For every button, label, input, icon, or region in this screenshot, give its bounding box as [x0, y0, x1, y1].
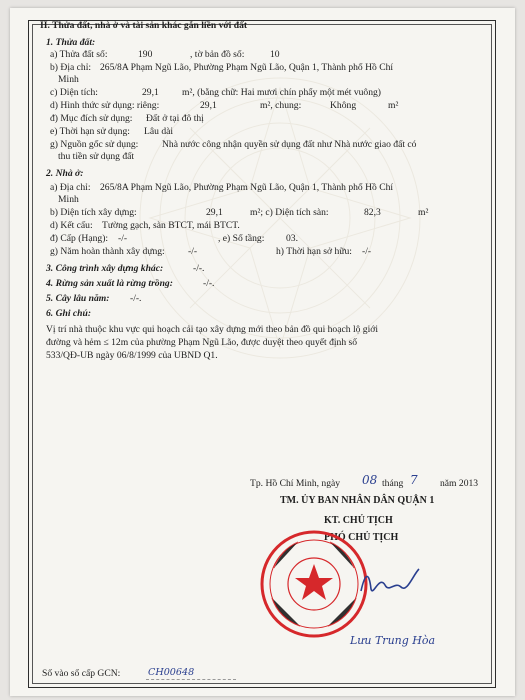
kt-title: KT. CHỦ TỊCH — [324, 515, 393, 526]
signature-scribble-icon — [355, 563, 425, 603]
land-address-line1: 265/8A Phạm Ngũ Lão, Phường Phạm Ngũ Lão, Quận 1, Thành phố Hồ Chí — [100, 62, 394, 73]
land-area-value: 29,1 — [142, 87, 159, 98]
land-purpose-label: đ) Mục đích sử dụng: — [50, 113, 133, 124]
house-floor-area-label: m²; c) Diện tích sàn: — [250, 207, 329, 218]
section-title: II. Thửa đất, nhà ở và tài sản khác gắn liền với đất — [40, 20, 248, 31]
house-structure-label: d) Kết cấu: — [50, 220, 93, 231]
official-seal-icon — [258, 528, 370, 640]
land-shared-unit: m² — [388, 100, 399, 111]
land-shared-label: m², chung: — [260, 100, 302, 111]
date-month-label: tháng — [382, 478, 404, 489]
land-sheet-value: 10 — [270, 49, 280, 60]
certificate-page — [10, 8, 515, 696]
house-ownership-label: h) Thời hạn sở hữu: — [276, 246, 352, 257]
date-month: 7 — [410, 473, 418, 487]
registry-underline — [146, 679, 236, 680]
house-year-value: -/- — [188, 246, 198, 257]
house-floors-label: , e) Số tầng: — [218, 233, 265, 244]
note-line-3: 533/QĐ-UB ngày 06/8/1999 của UBND Q1. — [46, 350, 218, 361]
land-area-words: m², (bằng chữ: Hai mươi chín phẩy một mét vuông) — [182, 87, 381, 98]
date-year: năm 2013 — [440, 478, 479, 489]
house-address-label: a) Địa chỉ: — [50, 182, 91, 193]
house-address-line1: 265/8A Phạm Ngũ Lão, Phường Phạm Ngũ Lão, Quận 1, Thành phố Hồ Chí — [100, 182, 394, 193]
land-area-label: c) Diện tích: — [50, 87, 98, 98]
house-floors-value: 03. — [286, 233, 298, 244]
house-heading: 2. Nhà ở: — [46, 168, 84, 179]
registry-label: Số vào sổ cấp GCN: — [42, 668, 121, 679]
land-parcel-label: a) Thửa đất số: — [50, 49, 108, 60]
signer-name: Lưu Trung Hòa — [350, 634, 436, 647]
land-usage-label: d) Hình thức sử dụng: riêng: — [50, 100, 160, 111]
land-term-label: e) Thời hạn sử dụng: — [50, 126, 130, 137]
land-parcel-value: 190 — [138, 49, 153, 60]
date-day: 08 — [362, 473, 378, 487]
perennial-value: -/-. — [130, 293, 142, 304]
land-purpose-value: Đất ở tại đô thị — [146, 113, 204, 124]
note-line-1: Vị trí nhà thuộc khu vực qui hoạch cải tạo xây dựng mới theo bản đồ qui hoạch lộ giới — [46, 324, 379, 335]
house-floor-area-unit: m² — [418, 207, 429, 218]
land-private-value: 29,1 — [200, 100, 217, 111]
land-origin-line1: Nhà nước công nhận quyền sử dụng đất như Nhà nước giao đất có — [162, 139, 417, 150]
house-floor-area-value: 82,3 — [364, 207, 381, 218]
house-build-area-value: 29,1 — [206, 207, 223, 218]
house-address-line2: Minh — [58, 194, 79, 205]
perennial-label: 5. Cây lâu năm: — [46, 293, 110, 304]
forest-label: 4. Rừng sản xuất là rừng trồng: — [46, 278, 173, 289]
land-sheet-label: , tờ bản đồ số: — [190, 49, 245, 60]
land-shared-value: Không — [330, 100, 357, 111]
issuing-org: TM. ỦY BAN NHÂN DÂN QUẬN 1 — [280, 495, 435, 506]
registry-number: CH00648 — [148, 667, 195, 678]
land-address-label: b) Địa chỉ: — [50, 62, 92, 73]
forest-value: -/-. — [203, 278, 215, 289]
land-address-line2: Minh — [58, 74, 79, 85]
other-works-label: 3. Công trình xây dựng khác: — [46, 263, 164, 274]
date-prefix: Tp. Hồ Chí Minh, ngày — [250, 478, 341, 489]
land-term-value: Lâu dài — [144, 126, 174, 137]
house-year-label: g) Năm hoàn thành xây dựng: — [50, 246, 165, 257]
house-build-area-label: b) Diện tích xây dựng: — [50, 207, 137, 218]
land-origin-label: g) Nguồn gốc sử dụng: — [50, 139, 139, 150]
house-grade-label: đ) Cấp (Hạng): — [50, 233, 109, 244]
house-ownership-value: -/- — [362, 246, 372, 257]
other-works-value: -/-. — [193, 263, 205, 274]
note-line-2: đường và hẻm ≤ 12m của phường Phạm Ngũ Lão, được duyệt theo quyết định số — [46, 337, 358, 348]
land-heading: 1. Thửa đất: — [46, 37, 96, 48]
house-structure-value: Tường gạch, sàn BTCT, mái BTCT. — [102, 220, 240, 231]
house-grade-value: -/- — [118, 233, 128, 244]
note-heading: 6. Ghi chú: — [46, 308, 92, 319]
signer-role: PHÓ CHỦ TỊCH — [324, 532, 399, 543]
land-origin-line2: thu tiền sử dụng đất — [58, 151, 135, 162]
